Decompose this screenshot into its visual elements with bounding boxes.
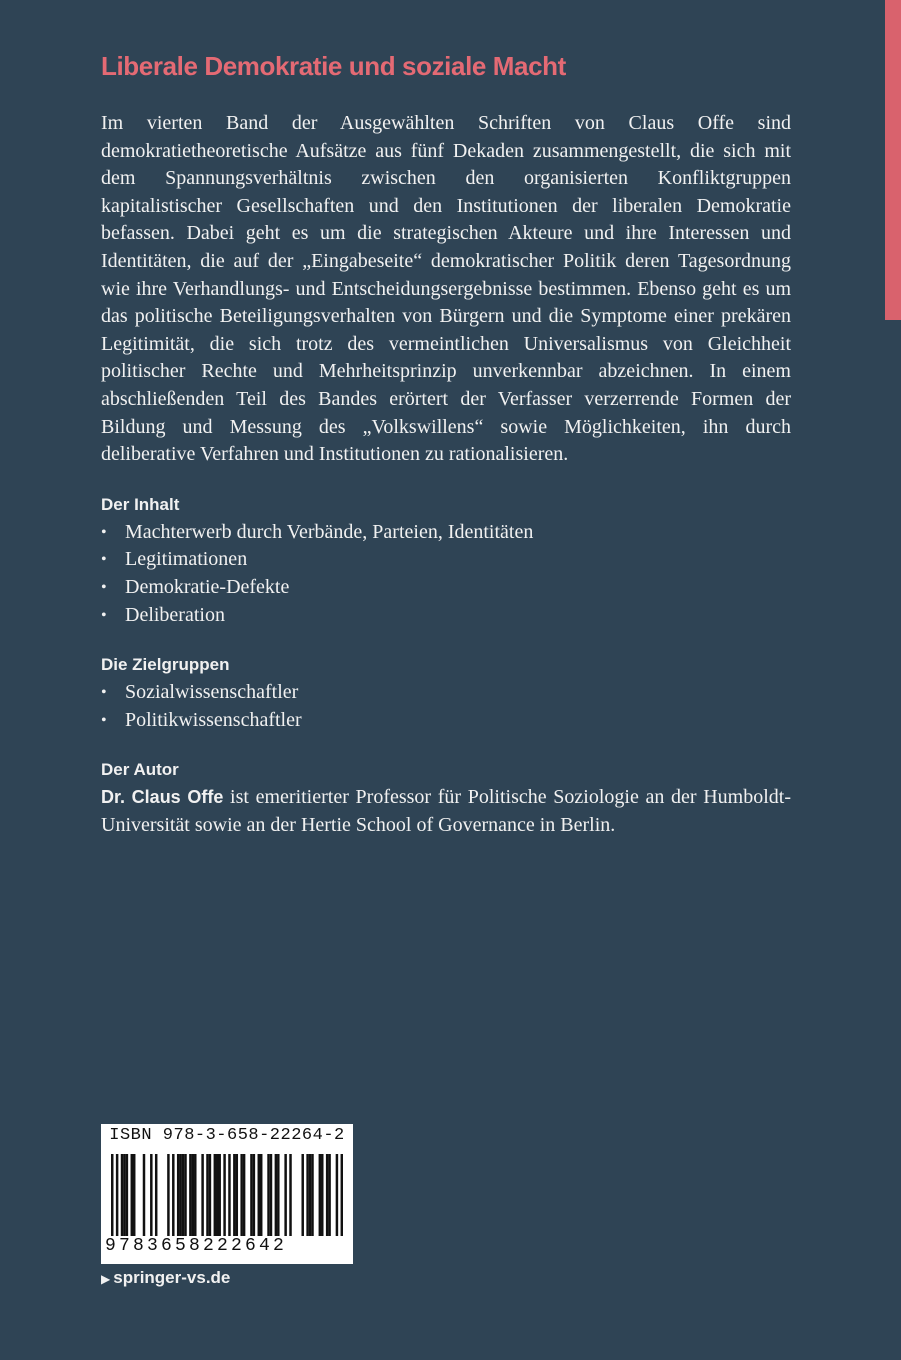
barcode-bar (218, 1154, 220, 1236)
barcode-bar (319, 1154, 321, 1236)
barcode-bar (172, 1154, 174, 1236)
barcode-bar (321, 1154, 323, 1236)
barcode-bar (306, 1154, 308, 1236)
barcode-bar (253, 1154, 255, 1236)
author-name: Dr. Claus Offe (101, 787, 224, 808)
contents-list (101, 519, 791, 629)
barcode-bar (223, 1154, 225, 1236)
barcode-bar (150, 1154, 152, 1236)
barcode-bar (143, 1154, 145, 1236)
barcode-bar (236, 1154, 238, 1236)
author-bio-text: ist emeritierter Professor für Politische Soziologie an der Humboldt-Universität sowie an der Hertie School of Governance in Berlin. (101, 786, 792, 836)
barcode-bar (341, 1154, 343, 1236)
barcode-bar (311, 1154, 313, 1236)
barcode-bar (177, 1154, 179, 1236)
barcode-bar (194, 1154, 196, 1236)
barcode-bar (228, 1154, 230, 1236)
triangle-right-icon: ▶ (101, 1272, 111, 1286)
barcode-bar (284, 1154, 286, 1236)
barcode-bar (214, 1154, 216, 1236)
contents-heading: Der Inhalt (101, 494, 180, 514)
list-item: • Demokratie-Defekte (101, 574, 791, 602)
barcode-bar (206, 1154, 208, 1236)
list-item: • Legitimationen (101, 546, 791, 574)
audience-list (101, 679, 791, 734)
barcode-bar (155, 1154, 157, 1236)
book-title: Liberale Demokratie und soziale Macht (101, 51, 566, 81)
barcode-bar (182, 1154, 184, 1236)
barcode-bar (116, 1154, 118, 1236)
list-item: • Sozialwissenschaftler (101, 679, 791, 707)
audience-heading: Die Zielgruppen (101, 655, 230, 675)
barcode-bar (309, 1154, 311, 1236)
barcode-digits: 9783658222642 (105, 1236, 288, 1256)
list-item: • Deliberation (101, 602, 791, 630)
barcode-bar (179, 1154, 181, 1236)
barcode-bar (301, 1154, 303, 1236)
list-item: • Machterwerb durch Verbände, Parteien, Identitäten (101, 519, 791, 547)
publisher-url: springer-vs.de (113, 1268, 231, 1287)
barcode-bar (243, 1154, 245, 1236)
isbn-label: ISBN 978-3-658-22264-2 (109, 1126, 345, 1145)
barcode-bar (126, 1154, 128, 1236)
isbn-barcode (101, 1124, 353, 1264)
book-description: Im vierten Band der Ausgewählten Schriften von Claus Offe sind demokratietheoretische Aufsätze aus fünf Dekaden zusammengestellt, die sich mit dem Spannungsverhältnis zwischen den organisierten Konfliktgruppen kapitalistischer Gesellschaften und den Institutionen der liberalen Demokratie befassen. Dabei geht es um die strategischen Akteure und ihre Interessen und Identitäten, die auf der „Eingabeseite“ demokratischer Politik deren Tagesordnung wie ihre Verhandlungs- und Entscheidungsergebnisse bestimmen. Ebenso geht es um das politische Beteiligungsverhalten von Bürgern und die Symptome einer prekären Legitimität, die sich trotz des vermeintlichen Universalismus von Gleichheit politischer Rechte und Mehrheitsprinzip unverkennbar abzeichnen. In einem abschließenden Teil des Bandes erörtert der Verfasser verzerrende Formen der Bildung und Messung des „Volkswillens“ sowie Möglichkeiten, ihn durch deliberative Verfahren und Institutionen zu rationalisieren. (101, 112, 791, 466)
barcode-bar (240, 1154, 242, 1236)
barcode-bar (123, 1154, 125, 1236)
barcode-bar (260, 1154, 262, 1236)
barcode-bar (192, 1154, 194, 1236)
barcode-bar (277, 1154, 279, 1236)
barcode-bar (121, 1154, 123, 1236)
barcode-bar (289, 1154, 291, 1236)
barcode-bar (336, 1154, 338, 1236)
barcode-bar (216, 1154, 218, 1236)
barcode-bar (111, 1154, 113, 1236)
barcode-bars (111, 1154, 343, 1236)
barcode-bar (326, 1154, 328, 1236)
accent-bar (885, 0, 901, 320)
barcode-bar (275, 1154, 277, 1236)
barcode-bar (209, 1154, 211, 1236)
barcode-bar (258, 1154, 260, 1236)
publisher-link[interactable] (101, 1268, 230, 1288)
barcode-bar (270, 1154, 272, 1236)
barcode-bar (201, 1154, 203, 1236)
barcode-bar (233, 1154, 235, 1236)
barcode-bar (131, 1154, 133, 1236)
barcode-bar (250, 1154, 252, 1236)
barcode-bar (167, 1154, 169, 1236)
author-bio (101, 784, 791, 839)
author-heading: Der Autor (101, 760, 179, 780)
back-cover-content (101, 46, 791, 839)
barcode-bar (267, 1154, 269, 1236)
barcode-bar (184, 1154, 186, 1236)
barcode-bar (133, 1154, 135, 1236)
list-item: • Politikwissenschaftler (101, 707, 791, 735)
barcode-bar (189, 1154, 191, 1236)
barcode-bar (328, 1154, 330, 1236)
